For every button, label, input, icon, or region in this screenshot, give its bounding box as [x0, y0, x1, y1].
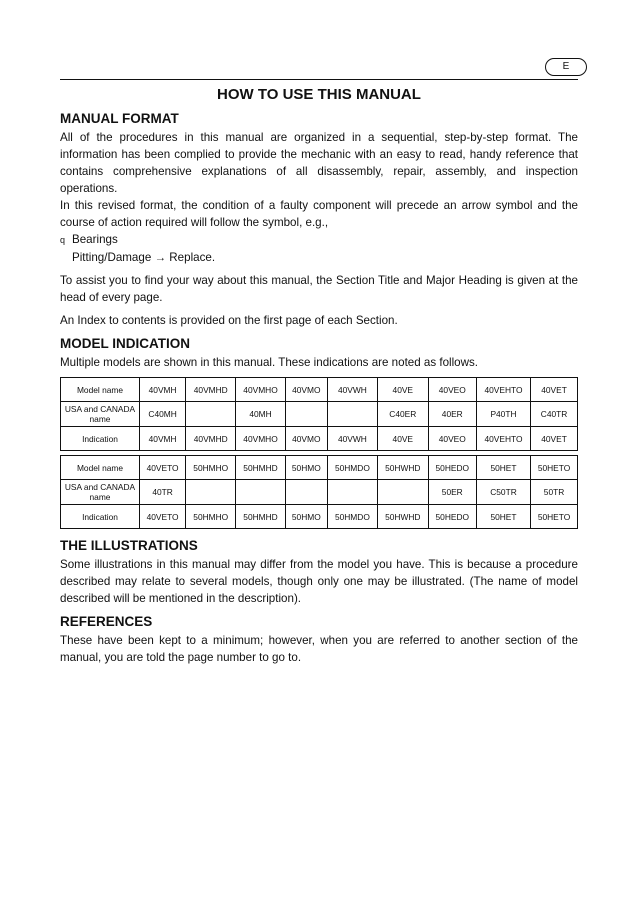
model-table [60, 377, 578, 529]
table-cell: 50HEDO [428, 456, 476, 480]
table-cell: 50HMO [285, 456, 327, 480]
example-bullet [60, 231, 578, 249]
heading-model-indication: MODEL INDICATION [60, 336, 190, 351]
table-cell: 40VET [531, 378, 578, 402]
table-cell: 50HMHD [236, 505, 285, 529]
bullet-text: Bearings [72, 233, 118, 246]
manual-format-para-4: An Index to contents is provided on the first page of each Section. [60, 314, 398, 327]
references-para: These have been kept to a minimum; however, when you are referred to another section of the manual, you are told the page number to go to. [60, 634, 578, 664]
table-cell: 50HEDO [428, 505, 476, 529]
bullet-mark: q [60, 235, 66, 245]
table-cell: P40TH [476, 402, 530, 427]
table-cell: 50HETO [531, 505, 578, 529]
table-cell: 50HMHO [186, 505, 236, 529]
heading-references: REFERENCES [60, 614, 153, 629]
illustrations-para: Some illustrations in this manual may differ from the model you have. This is because a procedure described may relate to several models, though only one may be illustrated. (The name of model described will be mentioned in the description). [60, 558, 578, 605]
table-row [61, 402, 578, 427]
table-cell: 50HWHD [377, 505, 428, 529]
table-cell: 50HMO [285, 505, 327, 529]
page-content [60, 110, 578, 666]
heading-manual-format: MANUAL FORMAT [60, 111, 179, 126]
row-label: Model name [61, 378, 140, 402]
heading-illustrations: THE ILLUSTRATIONS [60, 538, 198, 553]
table-cell: 50HET [476, 505, 530, 529]
row-label: Model name [61, 456, 140, 480]
table-cell: 40VEO [428, 378, 476, 402]
table-cell: 50HET [476, 456, 530, 480]
row-label: USA and CANADA name [61, 480, 140, 505]
table-cell: 40VMH [140, 378, 186, 402]
table-cell: C50TR [476, 480, 530, 505]
table-cell: 40VEHTO [476, 378, 530, 402]
table-cell: 40VE [377, 427, 428, 451]
page-title: HOW TO USE THIS MANUAL [217, 86, 421, 103]
table-cell: 40VWH [327, 427, 377, 451]
table-cell: 50ER [428, 480, 476, 505]
table-cell: 50HMDO [327, 505, 377, 529]
table-cell: 40VEHTO [476, 427, 530, 451]
table-cell: 40VETO [140, 456, 186, 480]
table-cell [285, 480, 327, 505]
manual-format-para-3: To assist you to find your way about this manual, the Section Title and Major Heading is given at the head of every page. [60, 274, 578, 304]
table-row [61, 427, 578, 451]
table-cell [186, 402, 236, 427]
table-row [61, 505, 578, 529]
table-row [61, 456, 578, 480]
table-cell: 40VMO [285, 378, 327, 402]
table-cell: 40VEO [428, 427, 476, 451]
table-cell: 50HMHD [236, 456, 285, 480]
row-label: Indication [61, 427, 140, 451]
table-cell: 40VWH [327, 378, 377, 402]
table-cell [186, 480, 236, 505]
table-cell: 50HETO [531, 456, 578, 480]
table-cell: 40VMHO [236, 378, 285, 402]
table-row [61, 378, 578, 402]
table-cell: C40TR [531, 402, 578, 427]
table-cell: 40VMHD [186, 378, 236, 402]
table-cell: 50TR [531, 480, 578, 505]
table-cell: 40VET [531, 427, 578, 451]
table-cell [327, 480, 377, 505]
table-cell: C40MH [140, 402, 186, 427]
language-badge: E [545, 58, 587, 76]
manual-format-para-2: In this revised format, the condition of a faulty component will precede an arrow symbol and the course of action required will follow the symbol, e.g., [60, 199, 578, 229]
table-cell: 50HMDO [327, 456, 377, 480]
table-cell: 40VE [377, 378, 428, 402]
example-bullet-sub: Pitting/Damage → Replace. [72, 251, 216, 264]
table-cell: 40VMHO [236, 427, 285, 451]
table-cell [327, 402, 377, 427]
table-cell [285, 402, 327, 427]
manual-format-para-1: All of the procedures in this manual are organized in a sequential, step-by-step format. The information has been complied to provide the mechanic with an easy to read, handy reference that contains comprehensive explanations of all disassembly, repair, assembly, and inspection operations. [60, 131, 578, 195]
table-cell [236, 480, 285, 505]
table-cell [377, 480, 428, 505]
table-cell: 40MH [236, 402, 285, 427]
table-cell: 50HWHD [377, 456, 428, 480]
table-cell: 40ER [428, 402, 476, 427]
table-cell: 40TR [140, 480, 186, 505]
model-indication-intro: Multiple models are shown in this manual. These indications are noted as follows. [60, 356, 479, 369]
header-rule [60, 79, 578, 80]
table-cell: C40ER [377, 402, 428, 427]
row-label: USA and CANADA name [61, 402, 140, 427]
table-cell: 40VETO [140, 505, 186, 529]
table-row [61, 480, 578, 505]
table-cell: 50HMHO [186, 456, 236, 480]
table-cell: 40VMHD [186, 427, 236, 451]
table-cell: 40VMH [140, 427, 186, 451]
table-cell: 40VMO [285, 427, 327, 451]
row-label: Indication [61, 505, 140, 529]
